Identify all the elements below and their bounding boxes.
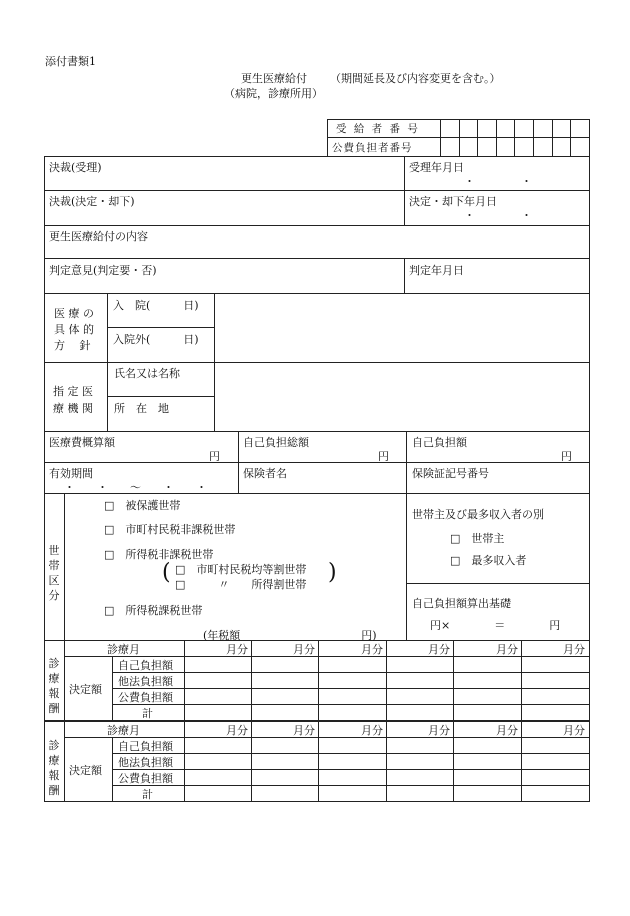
- fee-month-header: 診療月: [107, 724, 140, 737]
- fee-row-label: 他法負担額: [118, 675, 173, 688]
- household-head-checkbox[interactable]: □ 世帯主: [450, 532, 505, 545]
- date-dot: ・: [521, 209, 532, 222]
- decision-decided-label: 決裁(決定・却下): [49, 195, 135, 208]
- month-unit: 月分: [496, 724, 518, 737]
- welfare-checkbox[interactable]: □ 被保護世帯: [104, 499, 181, 512]
- total-self-label: 自己負担総額: [243, 436, 309, 449]
- decided-date-label: 決定・却下年月日: [409, 195, 497, 208]
- month-unit: 月分: [226, 724, 248, 737]
- yen-unit: 円: [561, 450, 572, 463]
- income-exempt-checkbox[interactable]: □ 所得税非課税世帯: [104, 548, 214, 561]
- fee-row-label: 計: [142, 788, 153, 801]
- form-title: 更生医療給付: [241, 72, 307, 85]
- basis-formula: 円× ＝ 円: [430, 619, 561, 632]
- fee-month-header: 診療月: [107, 643, 140, 656]
- judgment-opinion-label: 判定意見(判定要・否): [49, 264, 157, 277]
- recipient-number-label: 受 給 者 番 号: [336, 123, 420, 135]
- fee-row-label: 公費負担額: [118, 691, 173, 704]
- fee-row-label: 公費負担額: [118, 772, 173, 785]
- household-vertical-label: 世帯区分: [48, 544, 60, 602]
- number-digit-divider: [514, 119, 515, 156]
- validity-dates: ・ ・ ～ ・ ・: [64, 481, 207, 494]
- facility-type: （病院，診療所用）: [224, 87, 323, 100]
- treatment-label-2: 具 体 的: [54, 323, 94, 336]
- month-unit: 月分: [428, 643, 450, 656]
- brace-right: ): [328, 560, 337, 585]
- estimate-label: 医療費概算額: [49, 436, 115, 449]
- tax-exempt-checkbox[interactable]: □ 市町村民税非課税世帯: [104, 523, 236, 536]
- number-digit-divider: [533, 119, 534, 156]
- institution-label-2: 療 機 関: [53, 402, 93, 415]
- date-dot: ・: [464, 209, 475, 222]
- insurer-label: 保険者名: [243, 467, 287, 480]
- date-dot: ・: [521, 175, 532, 188]
- equal-tax-checkbox[interactable]: □ 市町村民税均等割世帯: [175, 563, 307, 576]
- number-digit-divider: [552, 119, 553, 156]
- date-dot: ・: [464, 175, 475, 188]
- fee-row-label: 他法負担額: [118, 756, 173, 769]
- fee-table-vertical-label: 診療報酬: [48, 657, 60, 715]
- validity-label: 有効期間: [49, 467, 93, 480]
- institution-label-1: 指 定 医: [53, 385, 93, 398]
- number-digit-divider: [477, 119, 478, 156]
- basis-title: 自己負担額算出基礎: [412, 597, 511, 610]
- attachment-label: 添付書類1: [45, 55, 96, 68]
- decision-accepted-label: 決裁(受理): [49, 161, 102, 174]
- month-unit: 月分: [361, 643, 383, 656]
- yen-unit: 円: [209, 450, 220, 463]
- brace-left: (: [162, 560, 171, 585]
- self-label: 自己負担額: [412, 436, 467, 449]
- insurance-number-label: 保険証記号番号: [412, 467, 489, 480]
- fee-table-vertical-label: 診療報酬: [48, 739, 60, 797]
- month-unit: 月分: [563, 724, 585, 737]
- number-digit-divider: [496, 119, 497, 156]
- number-digit-divider: [570, 119, 571, 156]
- outpatient-label: 入院外( 日): [113, 333, 199, 346]
- income-split-checkbox[interactable]: □ 〃 所得割世帯: [175, 578, 307, 591]
- treatment-label-3: 方 針: [54, 339, 91, 352]
- decided-amount-label: 決定額: [69, 683, 102, 696]
- form-subtitle: （期間延長及び内容変更を含む。）: [330, 72, 501, 85]
- month-unit: 月分: [496, 643, 518, 656]
- fee-row-label: 計: [142, 707, 153, 720]
- decided-amount-label: 決定額: [69, 764, 102, 777]
- month-unit: 月分: [226, 643, 248, 656]
- month-unit: 月分: [293, 643, 315, 656]
- top-earner-checkbox[interactable]: □ 最多収入者: [450, 554, 527, 567]
- content-label: 更生医療給付の内容: [49, 230, 148, 243]
- fee-row-label: 自己負担額: [118, 659, 173, 672]
- inpatient-label: 入 院( 日): [113, 299, 199, 312]
- month-unit: 月分: [428, 724, 450, 737]
- month-unit: 月分: [563, 643, 585, 656]
- institution-address-label: 所 在 地: [114, 402, 169, 415]
- accepted-date-label: 受理年月日: [409, 161, 464, 174]
- judgment-date-label: 判定年月日: [409, 264, 464, 277]
- treatment-label-1: 医 療 の: [54, 307, 94, 320]
- month-unit: 月分: [361, 724, 383, 737]
- month-unit: 月分: [293, 724, 315, 737]
- income-taxed-checkbox[interactable]: □ 所得税課税世帯: [104, 604, 203, 617]
- number-digit-divider: [459, 119, 460, 156]
- fee-row-label: 自己負担額: [118, 740, 173, 753]
- institution-name-label: 氏名又は名称: [114, 367, 180, 380]
- payer-number-label: 公費負担者番号: [332, 142, 413, 154]
- yen-unit: 円: [378, 450, 389, 463]
- annual-tax-label: (年税額 円): [203, 629, 377, 642]
- household-head-title: 世帯主及び最多収入者の別: [412, 508, 544, 521]
